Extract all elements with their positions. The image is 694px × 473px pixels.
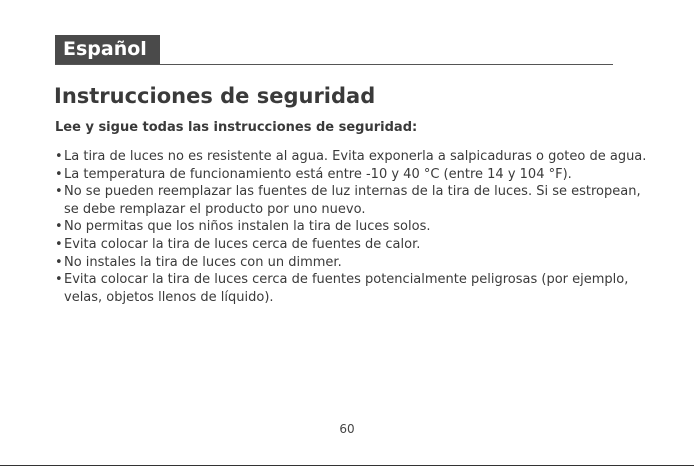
page-number: 60 xyxy=(339,422,355,436)
list-item xyxy=(55,166,655,184)
list-item xyxy=(55,183,655,218)
bullet-icon: • xyxy=(55,166,63,182)
list-item-text: No se pueden reemplazar las fuentes de luz internas de la tira de luces. Si se estropean, se debe remplazar el producto por uno nuevo. xyxy=(64,184,641,217)
list-item-text: La tira de luces no es resistente al agua. Evita exponerla a salpicaduras o goteo de agua. xyxy=(64,149,647,164)
bullet-icon: • xyxy=(55,236,63,252)
bullet-icon: • xyxy=(55,272,63,288)
intro-text: Lee y sigue todas las instrucciones de seguridad: xyxy=(55,120,418,135)
list-item xyxy=(55,218,655,236)
list-item-text: No permitas que los niños instalen la tira de luces solos. xyxy=(64,219,431,235)
list-item xyxy=(55,254,655,272)
bullet-icon: • xyxy=(55,149,63,164)
bullet-icon: • xyxy=(55,184,63,200)
bullet-icon: • xyxy=(55,219,63,235)
list-item xyxy=(55,236,655,254)
bullet-icon: • xyxy=(55,254,63,270)
list-item xyxy=(55,148,655,166)
list-item-text: Evita colocar la tira de luces cerca de fuentes de calor. xyxy=(64,236,421,252)
list-item-text: No instales la tira de luces con un dimmer. xyxy=(64,254,342,270)
safety-instructions-list xyxy=(55,148,655,306)
list-item xyxy=(55,271,655,306)
list-item-text: La temperatura de funcionamiento está entre -10 y 40 °C (entre 14 y 104 °F). xyxy=(64,166,572,182)
list-item-text: Evita colocar la tira de luces cerca de fuentes potencialmente peligrosas (por ejemplo, velas, objetos llenos de líquido). xyxy=(64,272,629,305)
language-header xyxy=(55,35,613,65)
language-tab: Español xyxy=(55,35,160,64)
page-title: Instrucciones de seguridad xyxy=(54,84,376,108)
bottom-divider xyxy=(0,465,694,466)
